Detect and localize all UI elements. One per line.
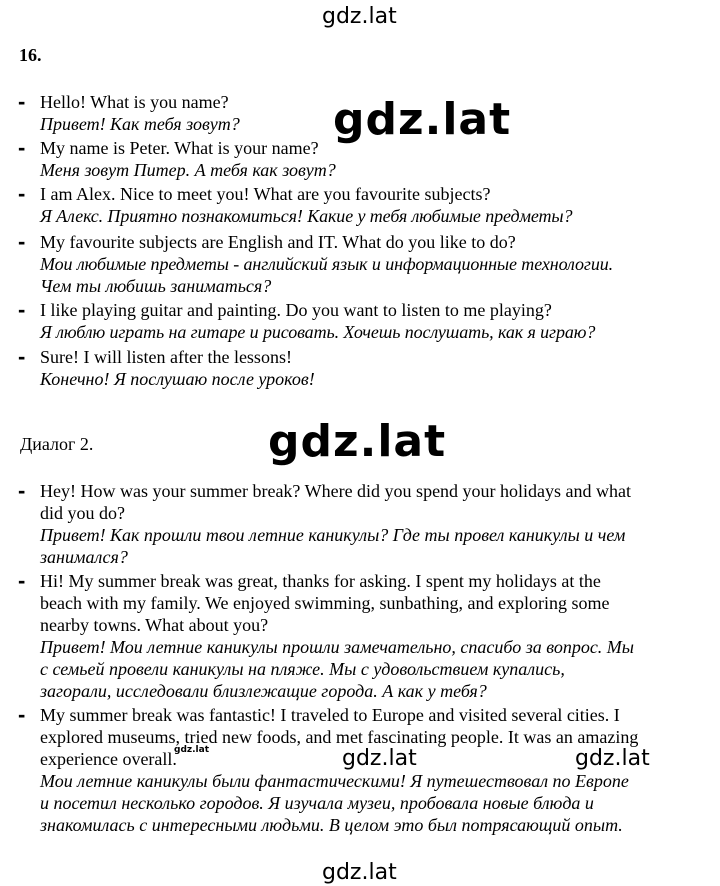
bullet-dash: - (18, 297, 26, 322)
watermark-large-1: gdz.lat (333, 94, 512, 145)
english-line: nearby towns. What about you? (40, 615, 269, 635)
watermark-large-2: gdz.lat (268, 416, 447, 467)
english-line: did you do? (40, 503, 125, 523)
english-line: Sure! I will listen after the lessons! (40, 347, 292, 367)
english-line: Hey! How was your summer break? Where did you spend your holidays and what (40, 481, 632, 501)
watermark-mid-2: gdz.lat (575, 746, 650, 771)
dialog2-heading: Диалог 2. (20, 434, 94, 454)
russian-line: с семьей провели каникулы на пляже. Мы с удовольствием купались, (40, 659, 565, 679)
english-line: I am Alex. Nice to meet you! What are you favourite subjects? (40, 184, 491, 204)
bullet-dash: - (18, 229, 26, 254)
russian-line: и посетил несколько городов. Я изучала музеи, пробовала новые блюда и (40, 793, 594, 813)
english-line: Hi! My summer break was great, thanks for asking. I spent my holidays at the (40, 571, 601, 591)
russian-line: Конечно! Я послушаю после уроков! (40, 369, 315, 389)
russian-line: занимался? (40, 547, 128, 567)
dialog1-line-5 (18, 299, 698, 343)
dialog1-line-1 (18, 91, 698, 135)
bullet-dash: - (18, 181, 26, 206)
dialog2-line-1 (18, 480, 698, 568)
english-line: Hello! What is you name? (40, 92, 229, 112)
watermark-top: gdz.lat (322, 4, 397, 29)
bullet-dash: - (18, 568, 26, 593)
bullet-dash: - (18, 135, 26, 160)
bullet-dash: - (18, 478, 26, 503)
russian-line: Мои летние каникулы были фантастическими! Я путешествовал по Европе (40, 771, 629, 791)
dialog1-line-6 (18, 346, 698, 390)
english-line: My favourite subjects are English and IT. What do you like to do? (40, 232, 516, 252)
bullet-dash: - (18, 702, 26, 727)
russian-line: Привет! Как тебя зовут? (40, 114, 240, 134)
russian-line: загорали, исследовали близлежащие города. А как у тебя? (40, 681, 487, 701)
dialog1-line-3 (18, 183, 698, 227)
russian-line: Мои любимые предметы - английский язык и информационные технологии. (40, 254, 614, 274)
english-line: explored museums, tried new foods, and met fascinating people. It was an amazing (40, 727, 639, 747)
english-line: beach with my family. We enjoyed swimming, sunbathing, and exploring some (40, 593, 610, 613)
russian-line: Чем ты любишь заниматься? (40, 276, 272, 296)
russian-line: Привет! Как прошли твои летние каникулы? Где ты провел каникулы и чем (40, 525, 626, 545)
english-line: experience overall. (40, 749, 177, 769)
russian-line: Я Алекс. Приятно познакомиться! Какие у тебя любимые предметы? (40, 206, 573, 226)
russian-line: Меня зовут Питер. А тебя как зовут? (40, 160, 336, 180)
bullet-dash: - (18, 89, 26, 114)
dialog1-line-2 (18, 137, 698, 181)
exercise-number: 16. (19, 45, 42, 65)
russian-line: знакомилась с интересными людьми. В целом это был потрясающий опыт. (40, 815, 623, 835)
english-line: I like playing guitar and painting. Do you want to listen to me playing? (40, 300, 552, 320)
dialog1-line-4 (18, 231, 698, 297)
bullet-dash: - (18, 344, 26, 369)
dialog2-line-2 (18, 570, 698, 702)
watermark-mid-1: gdz.lat (342, 746, 417, 771)
watermark-bottom: gdz.lat (322, 860, 397, 885)
english-line: My summer break was fantastic! I traveled to Europe and visited several cities. I (40, 705, 620, 725)
watermark-tiny: gdz.lat (174, 745, 210, 755)
english-line: My name is Peter. What is your name? (40, 138, 319, 158)
russian-line: Привет! Мои летние каникулы прошли замечательно, спасибо за вопрос. Мы (40, 637, 634, 657)
russian-line: Я люблю играть на гитаре и рисовать. Хочешь послушать, как я играю? (40, 322, 596, 342)
